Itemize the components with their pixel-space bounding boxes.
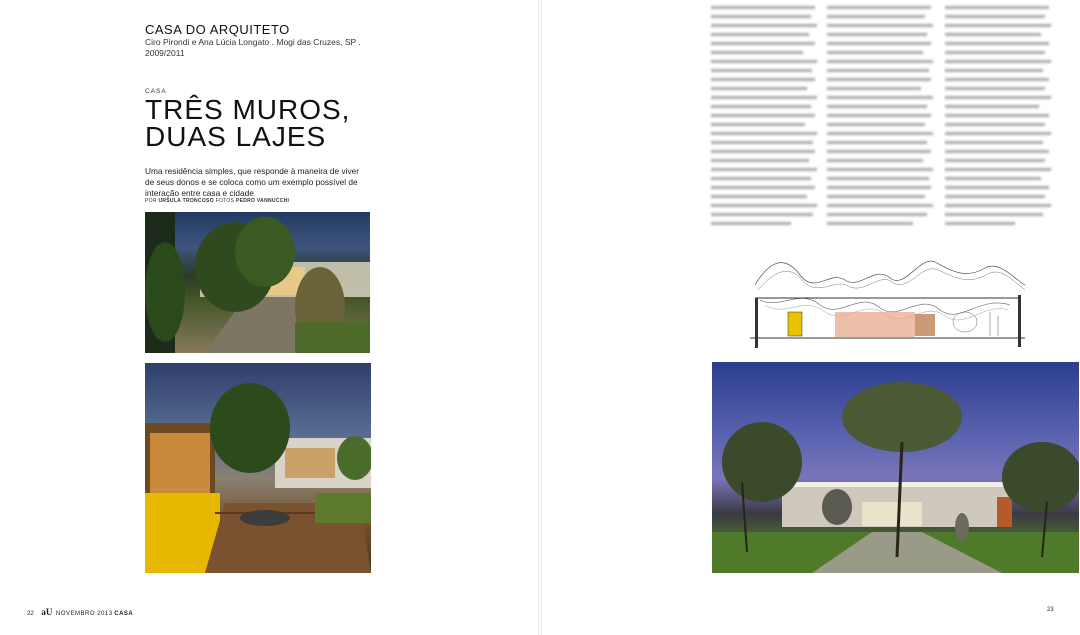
headline-line-1: TRÊS MUROS,: [145, 94, 351, 125]
folio-right: [1047, 607, 1054, 613]
page-number-right: 23: [1047, 607, 1054, 613]
blurred-text-block-3: [945, 0, 1053, 230]
byline-author: URSULA TRONCOSO: [158, 198, 214, 204]
body-text-column-1: [711, 0, 819, 234]
blurred-text-block-1: [711, 0, 819, 230]
headline-line-2: DUAS LAJES: [145, 121, 327, 152]
byline-por-label: POR: [145, 198, 157, 204]
photo-house-dusk-art: [712, 362, 1079, 573]
page-number-left: 22: [27, 611, 34, 617]
photo-house-dusk: [712, 362, 1079, 573]
magazine-logo: aU: [41, 607, 53, 617]
section-title: CASA DO ARQUITETO: [145, 22, 290, 37]
kicker: CASA: [145, 88, 167, 95]
section-sketch-drawing: [740, 250, 1030, 350]
body-text-column-3: [945, 0, 1053, 234]
byline-photographer: PEDRO VANNUCCHI: [235, 198, 290, 204]
issue-label: NOVEMBRO 2013: [56, 611, 113, 617]
deck: Uma residência simples, que responde à maneira de viver de seus donos e se coloca como um exemplo possível de interação entre casa e cidade: [145, 166, 359, 198]
project-credits: Ciro Pirondi e Ana Lúcia Longato . Mogi das Cruzes, SP . 2009/2011: [145, 37, 361, 58]
body-text-column-2: [827, 0, 935, 234]
byline-fotos-label: FOTOS: [215, 198, 235, 204]
blurred-text-block-2: [827, 0, 935, 230]
folio-section: CASA: [114, 611, 134, 617]
